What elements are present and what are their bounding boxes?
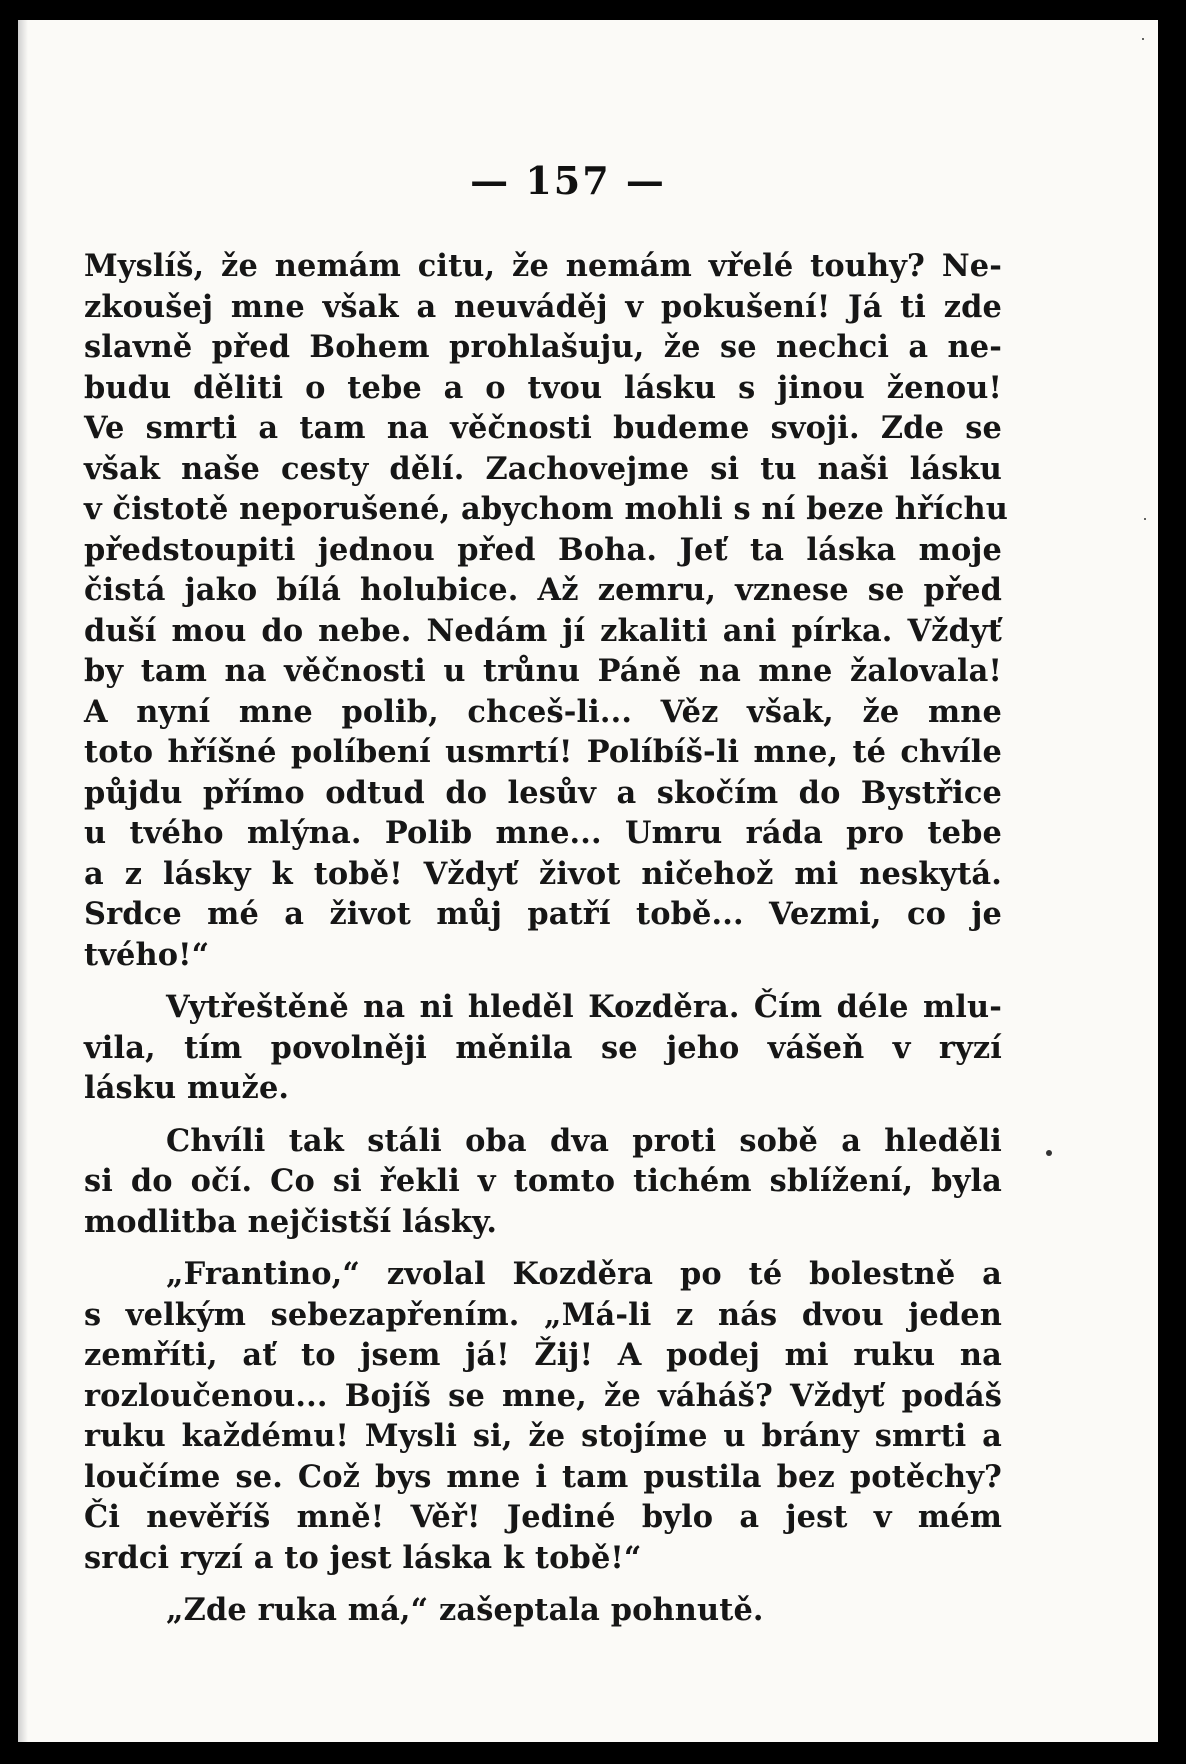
text-line: budu děliti o tebe a o tvou lásku s jinou ženou! [84, 369, 1002, 406]
text-line: duší mou do nebe. Nedám jí zkaliti ani pírka. Vždyť [84, 612, 1002, 649]
paragraph-2 [84, 987, 1002, 1109]
text-line: u tvého mlýna. Polib mne... Umru ráda pro tebe [84, 815, 1002, 851]
text-line: Chvíli tak stáli oba dva proti sobě a hleděli [166, 1122, 1002, 1159]
text-line: v čistotě neporušené, abychom mohli s ní beze hříchu [84, 491, 1008, 527]
text-line: a z lásky k tobě! Vždyť život ničehož mi neskytá. [84, 855, 1002, 892]
text-line: lásku muže. [84, 1070, 290, 1106]
text-line: s velkým sebezapřením. „Má-li z nás dvou jeden [84, 1296, 1002, 1333]
text-line: rozloučenou... Bojíš se mne, že váháš? Vždyť podáš [84, 1377, 1002, 1414]
text-line: tvého!“ [84, 936, 210, 973]
text-line: srdci ryzí a to jest láska k tobě!“ [84, 1539, 642, 1576]
paragraph-5 [84, 1590, 1002, 1631]
text-line: slavně před Bohem prohlašuju, že se nechci a ne- [84, 329, 1002, 365]
scan-speck [1142, 38, 1144, 40]
text-line: čistá jako bílá holubice. Až zemru, vznese se před [84, 572, 1002, 608]
text-line: si do očí. Co si řekli v tomto tichém sblížení, byla [84, 1163, 1002, 1199]
text-line: A nyní mne polib, chceš-li... Věz však, že mne [84, 693, 1002, 730]
text-line: půjdu přímo odtud do lesův a skočím do Bystřice [84, 774, 1002, 811]
text-line: zkoušej mne však a neuváděj v pokušení! Já ti zde [84, 288, 1002, 325]
scan-speck [1046, 1150, 1052, 1156]
scan-edge-shadow [18, 20, 28, 1742]
text-line: modlitba nejčistší lásky. [84, 1203, 498, 1240]
body-text [84, 246, 1008, 1631]
text-line: loučíme se. Což bys mne i tam pustila bez potěchy? [84, 1458, 1002, 1495]
book-page [18, 20, 1158, 1742]
text-line: předstoupiti jednou před Boha. Jeť ta láska moje [84, 531, 1002, 568]
paragraph-4 [84, 1254, 1002, 1578]
scan-speck [1144, 518, 1146, 520]
text-line: však naše cesty dělí. Zachovejme si tu naši lásku [84, 450, 1002, 487]
text-line: by tam na věčnosti u trůnu Páně na mne žalovala! [84, 653, 1002, 689]
text-line: ruku každému! Mysli si, že stojíme u brány smrti a [84, 1418, 1002, 1454]
text-line: vila, tím povolněji měnila se jeho vášeň v ryzí [84, 1029, 1002, 1066]
text-line: Vytřeštěně na ni hleděl Kozděra. Čím déle mlu- [166, 989, 1002, 1025]
page-number: — 157 — [470, 158, 666, 203]
text-line: Srdce mé a život můj patří tobě... Vezmi, co je [84, 896, 1002, 932]
text-line: Či nevěříš mně! Věř! Jediné bylo a jest v mém [84, 1499, 1002, 1535]
text-line: „Zde ruka má,“ zašeptala pohnutě. [166, 1592, 764, 1628]
text-line: „Frantino,“ zvolal Kozděra po té bolestně a [166, 1256, 1002, 1292]
paragraph-1 [84, 246, 1008, 975]
text-line: Ve smrti a tam na věčnosti budeme svoji. Zde se [84, 410, 1002, 446]
text-line: zemříti, ať to jsem já! Žij! A podej mi ruku na [84, 1337, 1002, 1373]
text-line: toto hříšné políbení usmrtí! Políbíš-li mne, té chvíle [84, 734, 1002, 770]
paragraph-3 [84, 1121, 1002, 1243]
text-line: Myslíš, že nemám citu, že nemám vřelé touhy? Ne- [84, 248, 1002, 284]
